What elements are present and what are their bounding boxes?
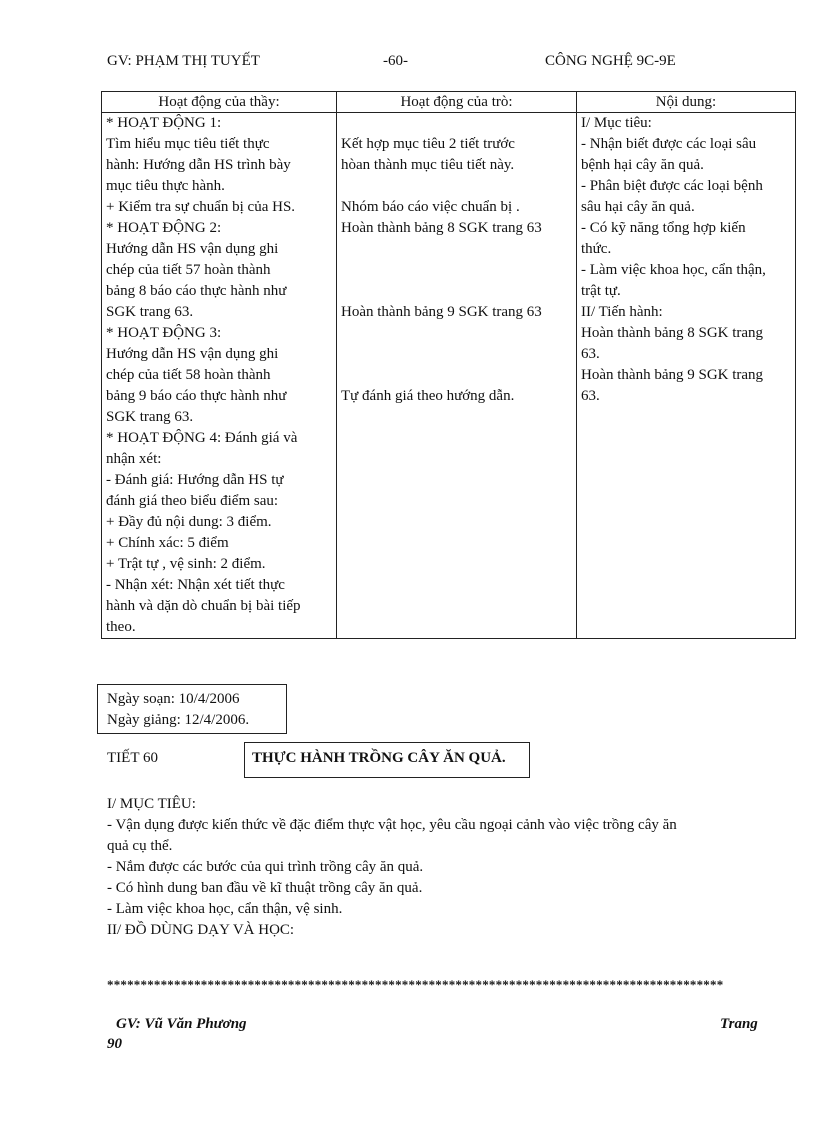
teacher-line: chép của tiết 57 hoàn thành	[106, 262, 271, 278]
teacher-line: hành: Hướng dẫn HS trình bày	[106, 157, 291, 173]
table-header-row	[102, 92, 796, 113]
student-line	[341, 344, 572, 365]
student-line: Hoàn thành bảng 8 SGK trang 63	[341, 220, 542, 236]
content-line: II/ Tiến hành:	[581, 304, 663, 320]
teacher-line: - Đánh giá: Hướng dẫn HS tự	[106, 472, 284, 488]
teacher-line: hành và dặn dò chuẩn bị bài tiếp	[106, 598, 301, 614]
body-line: quả cụ thể.	[107, 838, 173, 854]
student-line	[341, 260, 572, 281]
teacher-line: * HOẠT ĐỘNG 1:	[106, 115, 222, 131]
student-line	[341, 323, 572, 344]
student-activity-cell	[337, 113, 577, 639]
teacher-line: mục tiêu thực hành.	[106, 178, 225, 194]
content-cell	[577, 113, 796, 639]
student-line	[341, 239, 572, 260]
footer-author: GV: Vũ Văn Phương	[116, 1016, 247, 1032]
student-line	[341, 113, 572, 134]
content-line: bệnh hại cây ăn quả.	[581, 157, 704, 173]
body-line: - Nắm được các bước của qui trình trồng cây ăn quả.	[107, 859, 424, 875]
teacher-line: SGK trang 63.	[106, 304, 194, 320]
teacher-line: + Đầy đủ nội dung: 3 điểm.	[106, 514, 272, 530]
teacher-line: * HOẠT ĐỘNG 2:	[106, 220, 222, 236]
student-line: Tự đánh giá theo hướng dẫn.	[341, 388, 515, 404]
content-line: 63.	[581, 346, 600, 362]
teacher-line: nhận xét:	[106, 451, 162, 467]
content-line: thức.	[581, 241, 612, 257]
teacher-line: chép của tiết 58 hoàn thành	[106, 367, 271, 383]
content-line: I/ Mục tiêu:	[581, 115, 652, 131]
content-line: sâu hại cây ăn quả.	[581, 199, 695, 215]
lesson-body	[107, 794, 797, 941]
content-line: - Có kỹ năng tổng hợp kiến	[581, 220, 746, 236]
content-line: - Phân biệt được các loại bệnh	[581, 178, 763, 194]
content-line: 63.	[581, 388, 600, 404]
teacher-line: bảng 8 báo cáo thực hành như	[106, 283, 287, 299]
student-line: hòan thành mục tiêu tiết này.	[341, 157, 515, 173]
teacher-line: bảng 9 báo cáo thực hành như	[106, 388, 287, 404]
teacher-line: * HOẠT ĐỘNG 3:	[106, 325, 222, 341]
header-subject: CÔNG NGHỆ 9C-9E	[545, 53, 676, 69]
column-header-content: Nội dung:	[577, 92, 796, 113]
table-row	[102, 113, 796, 639]
teacher-line: + Trật tự , vệ sinh: 2 điểm.	[106, 556, 266, 572]
content-line: - Làm việc khoa học, cẩn thận,	[581, 262, 766, 278]
content-line: Hoàn thành bảng 8 SGK trang	[581, 325, 764, 341]
teacher-line: đánh giá theo biểu điểm sau:	[106, 493, 279, 509]
teacher-line: Tìm hiểu mục tiêu tiết thực	[106, 136, 270, 152]
date-prepared: Ngày soạn: 10/4/2006	[107, 691, 240, 707]
activity-table	[101, 91, 796, 639]
student-line	[341, 365, 572, 386]
lesson-title: THỰC HÀNH TRỒNG CÂY ĂN QUẢ.	[252, 750, 506, 766]
content-line: trật tự.	[581, 283, 621, 299]
body-line: - Vận dụng được kiến thức về đặc điểm thực vật học, yêu cầu ngoại cảnh vào việc trồng cây ăn	[107, 817, 677, 833]
header-teacher: GV: PHẠM THỊ TUYẾT	[107, 53, 260, 69]
student-line: Hoàn thành bảng 9 SGK trang 63	[341, 304, 542, 320]
body-line: I/ MỤC TIÊU:	[107, 796, 196, 812]
column-header-student: Hoạt động của trò:	[337, 92, 577, 113]
student-line: Nhóm báo cáo việc chuẩn bị .	[341, 199, 520, 215]
teacher-line: * HOẠT ĐỘNG 4: Đánh giá và	[106, 430, 298, 446]
star-divider: ********************************************************************************************	[107, 977, 724, 992]
content-line: - Nhận biết được các loại sâu	[581, 136, 757, 152]
body-line: - Làm việc khoa học, cẩn thận, vệ sinh.	[107, 901, 343, 917]
body-line: II/ ĐỒ DÙNG DẠY VÀ HỌC:	[107, 922, 295, 938]
teacher-line: Hướng dẫn HS vận dụng ghi	[106, 241, 279, 257]
student-line	[341, 281, 572, 302]
footer-trang-label: Trang	[720, 1016, 758, 1032]
content-line: Hoàn thành bảng 9 SGK trang	[581, 367, 764, 383]
teacher-line: + Kiểm tra sự chuẩn bị của HS.	[106, 199, 296, 215]
teacher-line: theo.	[106, 619, 136, 635]
column-header-teacher: Hoạt động của thầy:	[102, 92, 337, 113]
date-taught: Ngày giảng: 12/4/2006.	[107, 712, 250, 728]
header-page-number: -60-	[383, 53, 408, 69]
teacher-line: + Chính xác: 5 điểm	[106, 535, 229, 551]
footer-page-number: 90	[107, 1036, 122, 1052]
body-line: - Có hình dung ban đầu về kĩ thuật trồng cây ăn quả.	[107, 880, 423, 896]
teacher-activity-cell	[102, 113, 337, 639]
student-line	[341, 176, 572, 197]
teacher-line: - Nhận xét: Nhận xét tiết thực	[106, 577, 285, 593]
teacher-line: SGK trang 63.	[106, 409, 194, 425]
lesson-number: TIẾT 60	[107, 750, 158, 766]
dates-box	[97, 684, 287, 734]
teacher-line: Hướng dẫn HS vận dụng ghi	[106, 346, 279, 362]
student-line: Kết hợp mục tiêu 2 tiết trước	[341, 136, 515, 152]
